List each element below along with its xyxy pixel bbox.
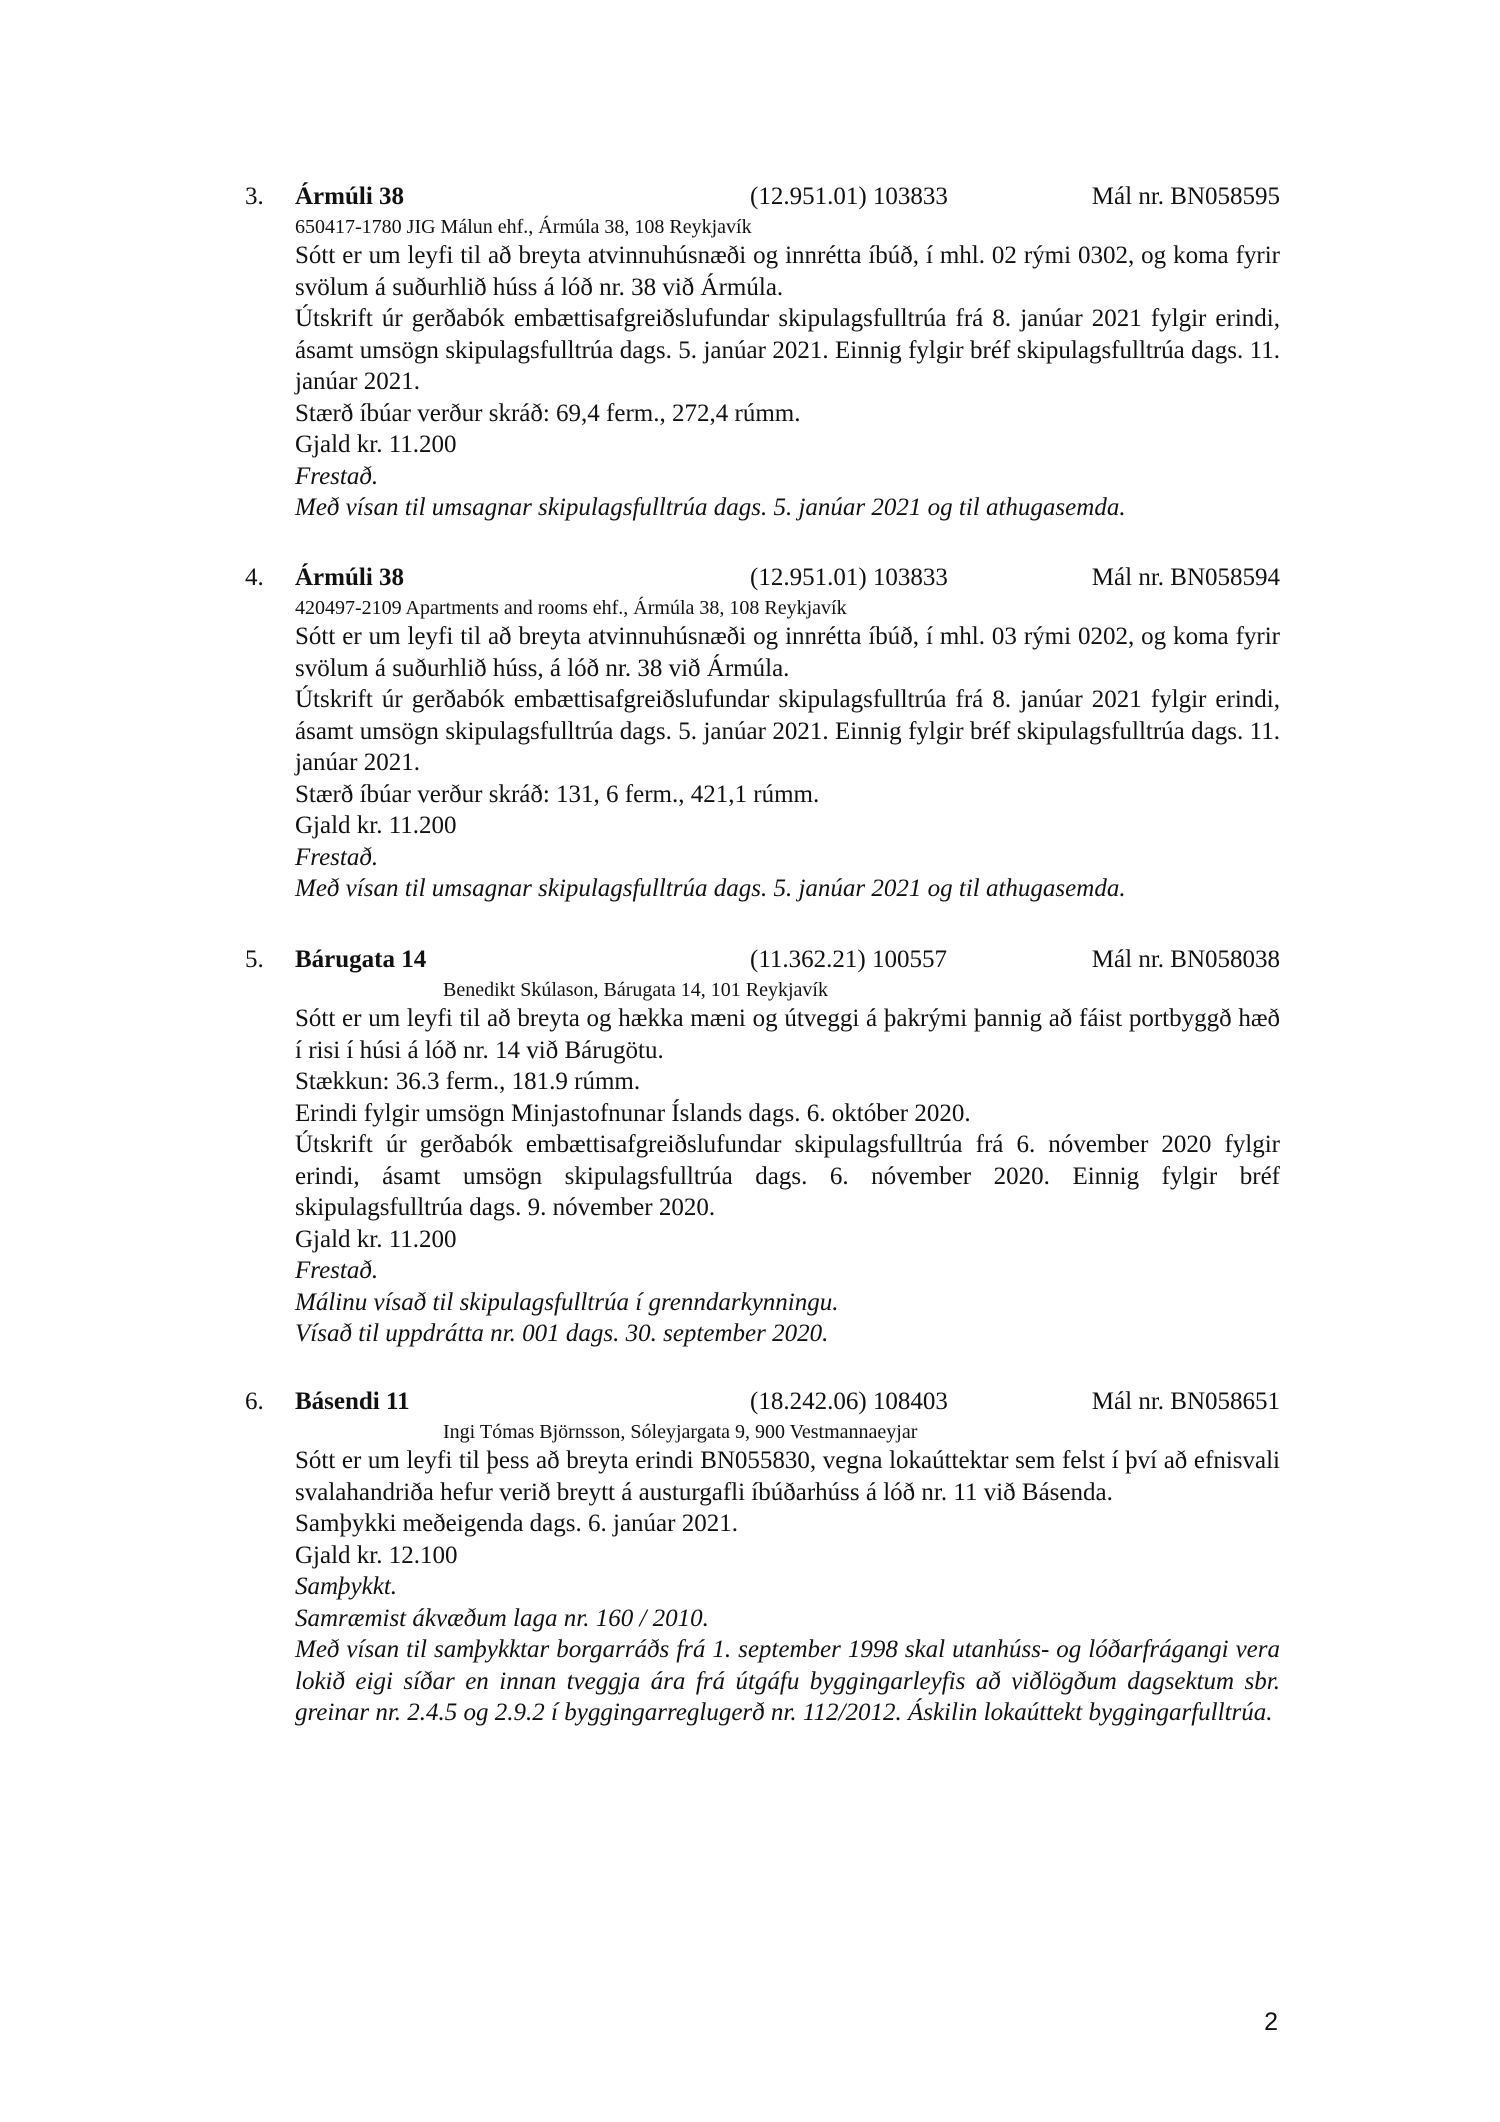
case-id: Mál nr. BN058651 — [1091, 1388, 1280, 1415]
case-paragraph: Stækkun: 36.3 ferm., 181.9 rúmm. — [295, 1068, 641, 1095]
case-header — [245, 561, 1280, 595]
case-entry — [245, 561, 1280, 905]
decision: Frestað. — [295, 1257, 379, 1284]
case-id: Mál nr. BN058594 — [1091, 564, 1280, 591]
case-paragraph: Sótt er um leyfi til þess að breyta erindi BN055830, vegna lokaúttektar sem felst í því að efnisvali svalahandriða hefur verið breytt á austurgafli íbúðarhúss á lóð nr. 11 við Básenda. — [295, 1447, 1280, 1506]
page-number: 2 — [1264, 2008, 1278, 2036]
case-id: Mál nr. BN058038 — [1091, 946, 1280, 973]
case-paragraph: Útskrift úr gerðabók embættisafgreiðslufundar skipulagsfulltrúa frá 6. nóvember 2020 fylgir erindi, ásamt umsögn skipulagsfulltrúa dags. 6. nóvember 2020. Einnig fylgir bréf skipulagsfulltrúa dags. 9. nóvember 2020. — [295, 1131, 1280, 1221]
decision: Frestað. — [295, 462, 379, 490]
applicant: Benedikt Skúlason, Bárugata 14, 101 Reykjavík — [443, 979, 828, 1001]
decision-note: Með vísan til umsagnar skipulagsfulltrúa dags. 5. janúar 2021 og til athugasemda. — [295, 875, 1126, 902]
land-number: (18.242.06) 108403 — [750, 1388, 948, 1415]
case-number: 6. — [245, 1388, 264, 1415]
decision-note: Málinu vísað til skipulagsfulltrúa í grenndarkynningu. — [295, 1288, 839, 1316]
applicant: 650417-1780 JIG Málun ehf., Ármúla 38, 108 Reykjavík — [295, 216, 752, 238]
decision-note: Vísað til uppdrátta nr. 001 dags. 30. september 2020. — [295, 1320, 829, 1347]
case-paragraph: Útskrift úr gerðabók embættisafgreiðslufundar skipulagsfulltrúa frá 8. janúar 2021 fylgir erindi, ásamt umsögn skipulagsfulltrúa dags. 5. janúar 2021. Einnig fylgir bréf skipulagsfulltrúa dags. 11. janúar 2021. — [295, 305, 1280, 395]
decision: Frestað. — [295, 843, 379, 871]
case-entry — [245, 1385, 1280, 1729]
case-address: Ármúli 38 — [295, 564, 405, 591]
decision-note: Samræmist ákvæðum laga nr. 160 / 2010. — [295, 1604, 709, 1632]
case-paragraph: Sótt er um leyfi til að breyta atvinnuhúsnæði og innrétta íbúð, í mhl. 02 rými 0302, og koma fyrir svölum á suðurhlið húss á lóð nr. 38 við Ármúla. — [295, 242, 1280, 301]
case-number: 3. — [245, 183, 264, 210]
case-paragraph: Samþykki meðeigenda dags. 6. janúar 2021. — [295, 1510, 738, 1537]
decision-note: Með vísan til umsagnar skipulagsfulltrúa dags. 5. janúar 2021 og til athugasemda. — [295, 494, 1126, 521]
decision-note: Með vísan til samþykktar borgarráðs frá 1. september 1998 skal utanhúss- og lóðarfrágangi vera lokið eigi síðar en innan tveggja ára frá útgáfu byggingarleyfis að viðlögðum dagsektum sbr. greinar nr. 2.4.5 og 2.9.2 í byggingarreglugerð nr. 112/2012. Áskilin lokaúttekt byggingarfulltrúa. — [295, 1636, 1280, 1726]
case-entry — [245, 943, 1280, 1350]
case-header — [245, 180, 1280, 214]
applicant: Ingi Tómas Björnsson, Sóleyjargata 9, 900 Vestmannaeyjar — [443, 1421, 918, 1443]
case-header — [245, 1385, 1280, 1419]
case-paragraph: Sótt er um leyfi til að breyta atvinnuhúsnæði og innrétta íbúð, í mhl. 03 rými 0202, og koma fyrir svölum á suðurhlið húss, á lóð nr. 38 við Ármúla. — [295, 623, 1280, 682]
decision: Samþykkt. — [295, 1573, 398, 1600]
case-paragraph: Erindi fylgir umsögn Minjastofnunar Íslands dags. 6. október 2020. — [295, 1099, 971, 1127]
case-address: Básendi 11 — [295, 1388, 410, 1415]
case-number: 4. — [245, 564, 264, 591]
case-number: 5. — [245, 946, 264, 973]
fee: Gjald kr. 12.100 — [295, 1541, 458, 1569]
case-paragraph: Stærð íbúar verður skráð: 131, 6 ferm., 421,1 rúmm. — [295, 780, 820, 808]
land-number: (12.951.01) 103833 — [750, 183, 948, 210]
case-address: Ármúli 38 — [295, 183, 405, 210]
case-paragraph: Sótt er um leyfi til að breyta og hækka mæni og útveggi á þakrými þannig að fáist portbyggð hæð í risi í húsi á lóð nr. 14 við Bárugötu. — [295, 1005, 1280, 1064]
case-address: Bárugata 14 — [295, 946, 427, 973]
fee: Gjald kr. 11.200 — [295, 431, 457, 458]
case-paragraph: Stærð íbúar verður skráð: 69,4 ferm., 272,4 rúmm. — [295, 399, 801, 427]
case-entry — [245, 180, 1280, 524]
fee: Gjald kr. 11.200 — [295, 1225, 457, 1253]
case-id: Mál nr. BN058595 — [1091, 183, 1280, 210]
case-paragraph: Útskrift úr gerðabók embættisafgreiðslufundar skipulagsfulltrúa frá 8. janúar 2021 fylgir erindi, ásamt umsögn skipulagsfulltrúa dags. 5. janúar 2021. Einnig fylgir bréf skipulagsfulltrúa dags. 11. janúar 2021. — [295, 686, 1280, 776]
land-number: (11.362.21) 100557 — [750, 946, 947, 973]
fee: Gjald kr. 11.200 — [295, 812, 457, 839]
land-number: (12.951.01) 103833 — [750, 564, 948, 591]
applicant: 420497-2109 Apartments and rooms ehf., Ármúla 38, 108 Reykjavík — [295, 597, 847, 619]
case-header — [245, 943, 1280, 977]
